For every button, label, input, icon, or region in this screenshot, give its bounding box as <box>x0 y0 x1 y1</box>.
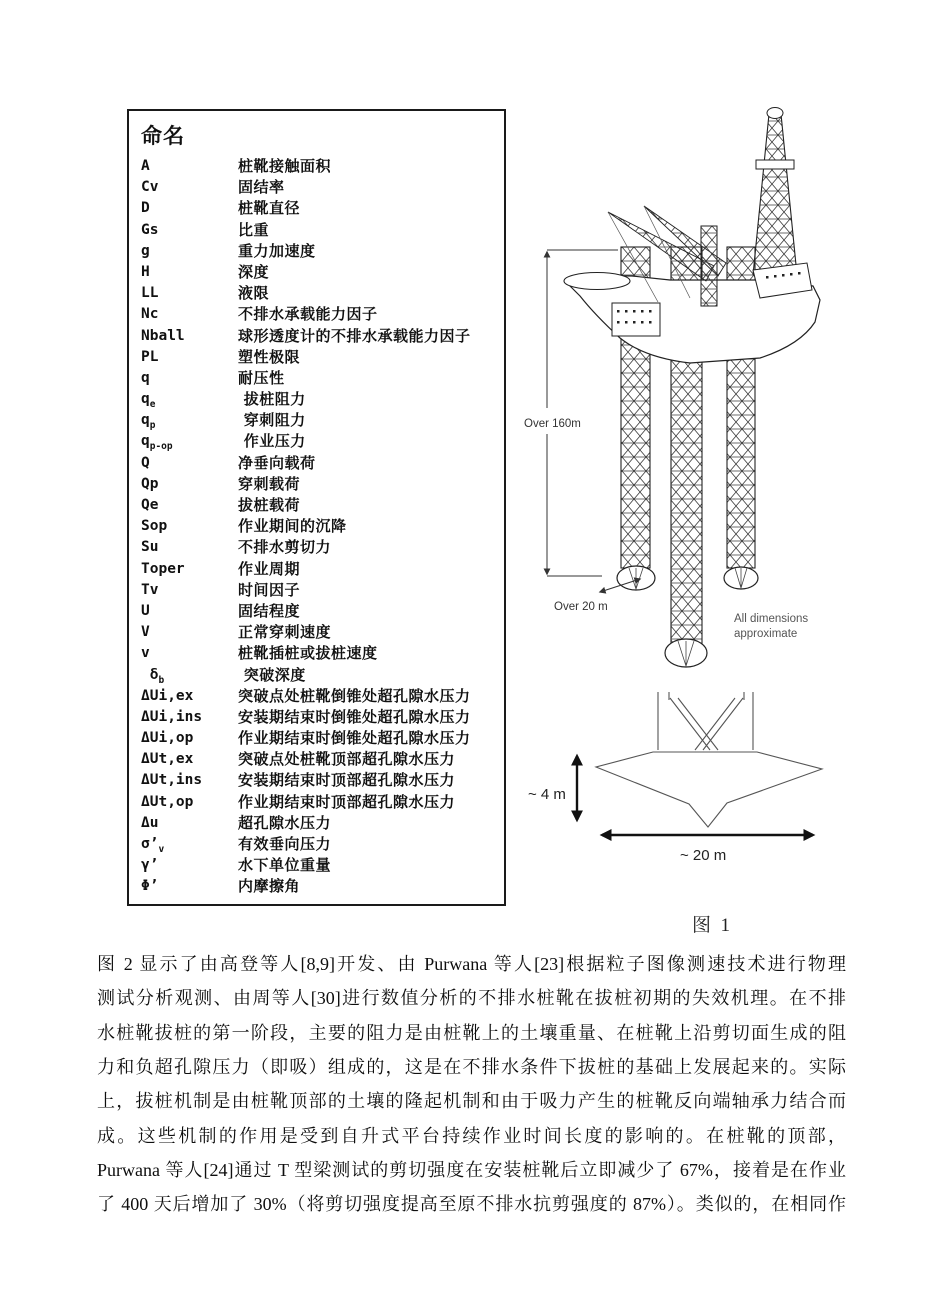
symbol-cell: LL <box>141 285 159 302</box>
definition-cell: 作业期结束时倒锥处超孔隙水压力 <box>238 729 471 748</box>
definition-cell: 正常穿刺速度 <box>238 623 332 642</box>
paragraph-line: 测试分析观测、由周等人[30]进行数值分析的不排水桩靴在拔桩初期的失效机理。在不排 <box>97 988 846 1009</box>
symbol-cell: v <box>141 645 150 662</box>
table-row <box>141 220 504 241</box>
table-row <box>141 643 504 664</box>
definition-cell: 桩靴直径 <box>238 199 301 218</box>
symbol-cell: γ’ <box>141 857 159 874</box>
table-row <box>141 198 504 219</box>
symbol-cell: Φ’ <box>141 878 159 895</box>
table-row <box>141 834 504 855</box>
table-row <box>141 707 504 728</box>
table-row <box>141 876 504 897</box>
symbol-cell: PL <box>141 348 159 365</box>
definition-cell: 塑性极限 <box>238 347 301 366</box>
symbol-cell: q <box>141 369 150 386</box>
symbol-cell: Nball <box>141 327 185 344</box>
symbol-cell: V <box>141 624 150 641</box>
figure-jackup-rig <box>520 100 920 870</box>
symbol-cell: ΔUt,op <box>141 793 194 810</box>
table-row <box>141 283 504 304</box>
table-row <box>141 622 504 643</box>
definition-cell: 耐压性 <box>238 368 285 387</box>
definition-cell: 拔桩阻力 <box>238 390 306 409</box>
nomenclature-title: 命名 <box>141 124 185 148</box>
table-row <box>141 262 504 283</box>
fig-note-line2: approximate <box>734 628 798 640</box>
table-row <box>141 431 504 452</box>
dim-label-height: Over 160m <box>524 418 581 430</box>
paragraph-line: 了 400 天后增加了 30%（将剪切强度提高至原不排水抗剪强度的 87%）。类似的，在相同作 <box>97 1194 846 1215</box>
definition-cell: 有效垂向压力 <box>238 835 332 853</box>
table-row <box>141 792 504 813</box>
symbol-cell: Q <box>141 454 150 471</box>
definition-cell: 比重 <box>238 220 270 239</box>
definition-cell: 内摩擦角 <box>238 877 301 896</box>
symbol-cell: Su <box>141 539 159 556</box>
table-row <box>141 326 504 347</box>
definition-cell: 液限 <box>238 284 270 303</box>
symbol-cell: Sop <box>141 518 168 535</box>
definition-cell: 固结率 <box>238 178 285 197</box>
table-row <box>141 241 504 262</box>
definition-cell: 穿刺载荷 <box>238 474 301 493</box>
symbol-cell: ΔUi,op <box>141 730 194 747</box>
definition-cell: 不排水剪切力 <box>238 538 332 557</box>
paragraph-line: 力和负超孔隙压力（即吸）组成的，这是在不排水条件下拔桩的基础上发展起来的。实际 <box>97 1057 846 1078</box>
table-row <box>141 855 504 876</box>
table-row <box>141 537 504 558</box>
symbol-cell: H <box>141 263 150 280</box>
table-row <box>141 156 504 177</box>
table-row <box>141 474 504 495</box>
symbol-cell: ΔUi,ex <box>141 687 194 704</box>
symbol-cell: Tv <box>141 581 159 598</box>
paragraph-line: 上，拔桩机制是由桩靴顶部的土壤的隆起机制和由于吸力产生的桩靴反向端轴承力结合而 <box>97 1091 846 1112</box>
definition-cell: 突破点处桩靴倒锥处超孔隙水压力 <box>238 686 471 705</box>
table-row <box>141 580 504 601</box>
symbol-cell: Δu <box>141 814 159 831</box>
symbol-cell: g <box>141 242 150 259</box>
table-row <box>141 368 504 389</box>
paragraph-line: 成。这些机制的作用是受到自升式平台持续作业时间长度的影响的。在桩靴的顶部， <box>97 1125 846 1146</box>
table-row <box>141 686 504 707</box>
definition-cell: 深度 <box>238 262 270 281</box>
definition-cell: 固结程度 <box>238 601 301 620</box>
symbol-cell: ΔUt,ins <box>141 772 203 789</box>
table-row <box>141 770 504 791</box>
symbol-cell: $q_e$ <box>141 391 156 410</box>
deckhouse <box>612 303 660 336</box>
definition-cell: 作业压力 <box>238 432 306 451</box>
deck-mast <box>701 226 717 306</box>
symbol-cell: D <box>141 200 150 217</box>
nomenclature-rows <box>141 156 504 898</box>
table-row <box>141 559 504 580</box>
symbol-cell: A <box>141 158 150 174</box>
symbol-cell: $q_p$ <box>141 412 156 432</box>
definition-cell: 净垂向载荷 <box>238 453 316 472</box>
symbol-cell: Qe <box>141 497 159 513</box>
definition-cell: 桩靴插桩或拔桩速度 <box>238 644 378 663</box>
spud-height-label: ~ 4 m <box>528 786 566 803</box>
symbol-cell: Cv <box>141 179 159 196</box>
definition-cell: 突破点处桩靴顶部超孔隙水压力 <box>238 750 456 769</box>
table-row <box>141 347 504 368</box>
definition-cell: 穿刺阻力 <box>238 411 306 430</box>
definition-cell: 水下单位重量 <box>238 856 332 875</box>
definition-cell: 桩靴接触面积 <box>238 157 332 175</box>
table-row <box>141 749 504 770</box>
definition-cell: 时间因子 <box>238 580 301 599</box>
definition-cell: 超孔隙水压力 <box>238 813 332 832</box>
nomenclature-table <box>127 109 506 906</box>
definition-cell: 作业周期 <box>238 559 301 578</box>
table-row <box>141 813 504 834</box>
paragraph-line: 水桩靴拔桩的第一阶段，主要的阻力是由桩靴上的土壤重量、在桩靴上沿剪切面生成的阻 <box>97 1022 846 1043</box>
symbol-cell: $\sigma’_v$ <box>141 836 165 855</box>
table-row <box>141 601 504 622</box>
dim-label-width: Over 20 m <box>554 601 608 613</box>
spudcan-detail <box>596 692 822 827</box>
table-row <box>141 410 504 431</box>
spud-width-label: ~ 20 m <box>680 847 727 864</box>
figure-caption: 图 1 <box>692 915 731 936</box>
paragraph-line: 图 2 显示了由高登等人[8,9]开发、由 Purwana 等人[23]根据粒子图像测速技术进行物理 <box>97 954 846 974</box>
table-row <box>141 177 504 198</box>
table-row <box>141 728 504 749</box>
symbol-cell: Nc <box>141 306 159 323</box>
definition-cell: 拔桩载荷 <box>238 496 301 514</box>
table-row <box>141 304 504 325</box>
symbol-cell: ΔUt,ex <box>141 751 194 768</box>
symbol-cell: Gs <box>141 221 159 238</box>
derrick-tower <box>753 108 797 292</box>
helideck <box>564 273 630 290</box>
table-row <box>141 389 504 410</box>
table-row <box>141 665 504 686</box>
definition-cell: 安装期结束时倒锥处超孔隙水压力 <box>238 707 471 726</box>
table-row <box>141 453 504 474</box>
definition-cell: 作业期间的沉降 <box>238 517 347 536</box>
body-paragraph <box>97 947 846 1222</box>
definition-cell: 不排水承载能力因子 <box>238 305 378 324</box>
table-row <box>141 516 504 537</box>
definition-cell: 球形透度计的不排水承载能力因子 <box>238 326 471 345</box>
symbol-cell: U <box>141 602 150 619</box>
symbol-cell: Qp <box>141 475 159 492</box>
symbol-cell: Toper <box>141 560 185 577</box>
definition-cell: 安装期结束时顶部超孔隙水压力 <box>238 771 456 790</box>
definition-cell: 重力加速度 <box>238 241 316 260</box>
definition-cell: 作业期结束时顶部超孔隙水压力 <box>238 792 456 811</box>
symbol-cell: $q_{p-op}$ <box>141 433 173 453</box>
fig-note-line1: All dimensions <box>734 613 809 625</box>
symbol-cell: ΔUi,ins <box>141 708 203 725</box>
table-row <box>141 495 504 516</box>
paragraph-line: Purwana 等人[24]通过 T 型梁测试的剪切强度在安装桩靴后立即减少了 67%，接着是在作业 <box>97 1160 846 1181</box>
symbol-cell: $\delta_b$ <box>141 666 165 686</box>
definition-cell: 突破深度 <box>238 665 306 684</box>
